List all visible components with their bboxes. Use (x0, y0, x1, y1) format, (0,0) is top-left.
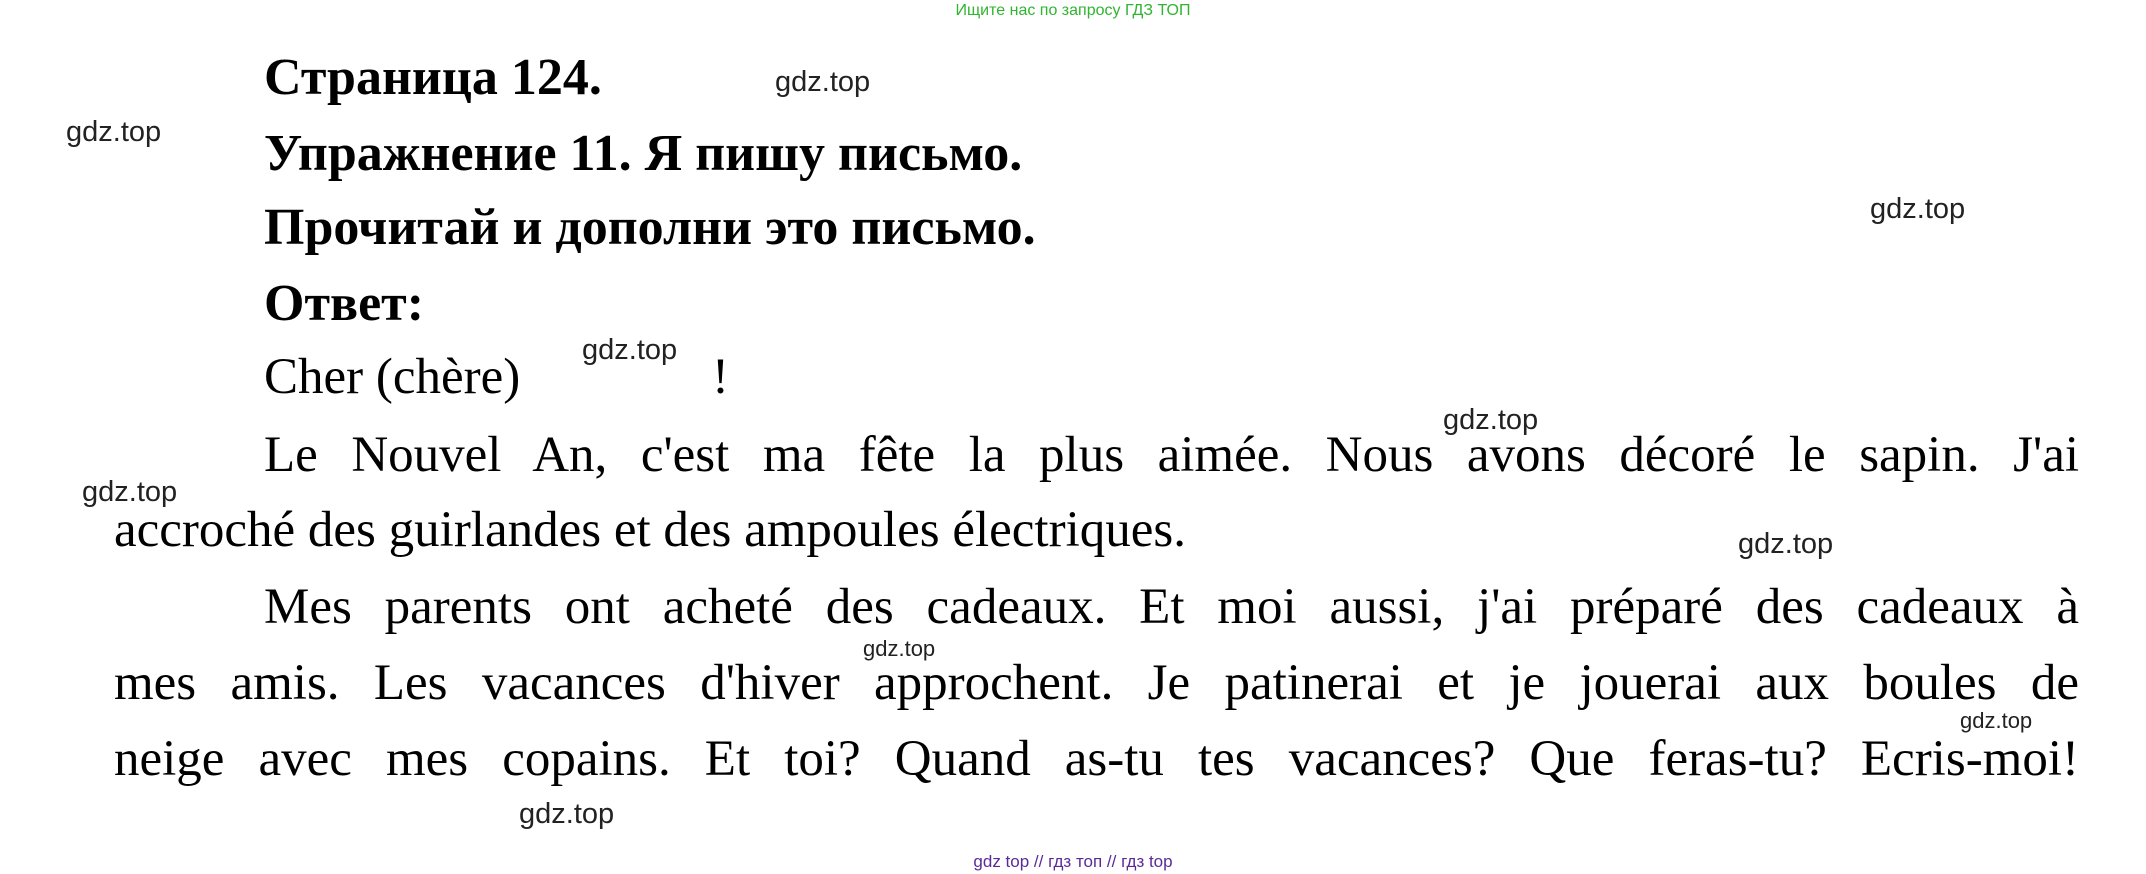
watermark: gdz.top (66, 116, 162, 148)
letter-line-2: accroché des guirlandes et des ampoules électriques. (114, 502, 1186, 558)
page-number: Страница 124. (264, 49, 602, 106)
top-banner: Ищите нас по запросу ГДЗ ТОП (955, 2, 1191, 19)
watermark: gdz.top (775, 66, 871, 98)
watermark: gdz.top (1870, 193, 1966, 225)
watermark: gdz.top (1960, 708, 2033, 733)
letter-line-1: Le Nouvel An, c'est ma fête la plus aimée. Nous avons décoré le sapin. J'ai (264, 427, 2079, 483)
instruction: Прочитай и дополни это письмо. (264, 199, 1036, 256)
letter-line-5: neige avec mes copains. Et toi? Quand as-tu tes vacances? Que feras-tu? Ecris-moi! (114, 731, 2079, 787)
watermark: gdz.top (582, 334, 678, 366)
answer-label: Ответ: (264, 275, 425, 332)
exercise-title: Упражнение 11. Я пишу письмо. (264, 125, 1023, 182)
footer-links: gdz top // гдз топ // гдз top (973, 852, 1173, 871)
greeting: Cher (chère) (264, 349, 521, 405)
letter-line-4: mes amis. Les vacances d'hiver approchent. Je patinerai et je jouerai aux boules de (114, 655, 2079, 711)
watermark: gdz.top (1738, 528, 1834, 560)
letter-line-3: Mes parents ont acheté des cadeaux. Et moi aussi, j'ai préparé des cadeaux à (264, 579, 2079, 635)
watermark: gdz.top (519, 798, 615, 830)
watermark: gdz.top (863, 636, 936, 661)
watermark: gdz.top (82, 476, 178, 508)
greeting-exclamation: ! (712, 349, 729, 405)
watermark: gdz.top (1443, 404, 1539, 436)
